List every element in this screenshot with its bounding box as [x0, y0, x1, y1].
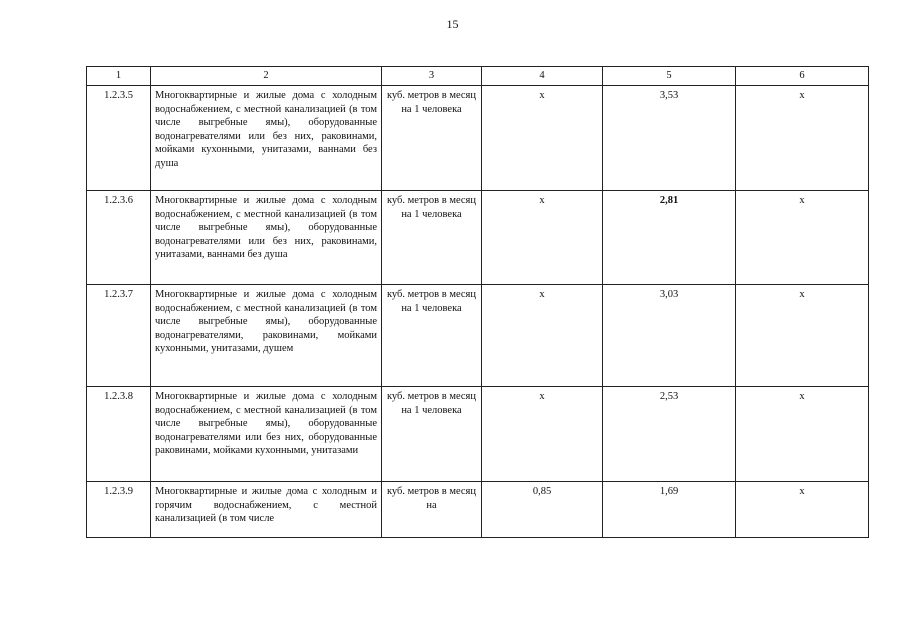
row-unit: куб. метров в месяц на [382, 482, 482, 538]
row-code: 1.2.3.6 [87, 191, 151, 285]
row-unit: куб. метров в месяц на 1 человека [382, 191, 482, 285]
row-unit: куб. метров в месяц на 1 человека [382, 285, 482, 387]
row-value-col5: 1,69 [603, 482, 736, 538]
table-row [87, 86, 869, 191]
row-value-col5: 2,81 [603, 191, 736, 285]
column-header: 3 [382, 67, 482, 86]
table-row [87, 191, 869, 285]
row-value-col4: х [482, 191, 603, 285]
row-description: Многоквартирные и жилые дома с холодным водоснабжением, с местной канализацией (в том числе выгребные ямы), оборудованные водонагревателями или без них, раковинами, мойками кухонными, унитазами, ваннами без душа [151, 86, 382, 191]
row-value-col4: х [482, 387, 603, 482]
row-unit: куб. метров в месяц на 1 человека [382, 387, 482, 482]
row-value-col4: 0,85 [482, 482, 603, 538]
column-header: 2 [151, 67, 382, 86]
table-row [87, 482, 869, 538]
row-value-col5: 2,53 [603, 387, 736, 482]
column-header: 4 [482, 67, 603, 86]
row-value-col5: 3,03 [603, 285, 736, 387]
column-header: 6 [736, 67, 869, 86]
row-value-col5: 3,53 [603, 86, 736, 191]
row-unit: куб. метров в месяц на 1 человека [382, 86, 482, 191]
row-description: Многоквартирные и жилые дома с холодным водоснабжением, с местной канализацией (в том числе выгребные ямы), оборудованные водонагревателями, раковинами, мойками кухонными, унитазами, душем [151, 285, 382, 387]
row-value-col6: х [736, 86, 869, 191]
table-row [87, 387, 869, 482]
row-code: 1.2.3.5 [87, 86, 151, 191]
row-value-col6: х [736, 191, 869, 285]
row-value-col6: х [736, 387, 869, 482]
table-row [87, 285, 869, 387]
row-value-col6: х [736, 285, 869, 387]
row-description: Многоквартирные и жилые дома с холодным и горячим водоснабжением, с местной канализацией (в том числе [151, 482, 382, 538]
row-description: Многоквартирные и жилые дома с холодным водоснабжением, с местной канализацией (в том числе выгребные ямы), оборудованные водонагревателями или без них, оборудованные раковинами, мойками кухонными, унитазами [151, 387, 382, 482]
page-number: 15 [446, 17, 459, 31]
row-code: 1.2.3.9 [87, 482, 151, 538]
norms-table [86, 66, 869, 538]
row-code: 1.2.3.8 [87, 387, 151, 482]
column-header: 5 [603, 67, 736, 86]
table-header-row [87, 67, 869, 86]
row-value-col4: х [482, 86, 603, 191]
row-value-col6: х [736, 482, 869, 538]
row-value-col4: х [482, 285, 603, 387]
row-code: 1.2.3.7 [87, 285, 151, 387]
column-header: 1 [87, 67, 151, 86]
row-description: Многоквартирные и жилые дома с холодным водоснабжением, с местной канализацией (в том числе выгребные ямы), оборудованные водонагревателями или без них, раковинами, унитазами, ваннами без душа [151, 191, 382, 285]
